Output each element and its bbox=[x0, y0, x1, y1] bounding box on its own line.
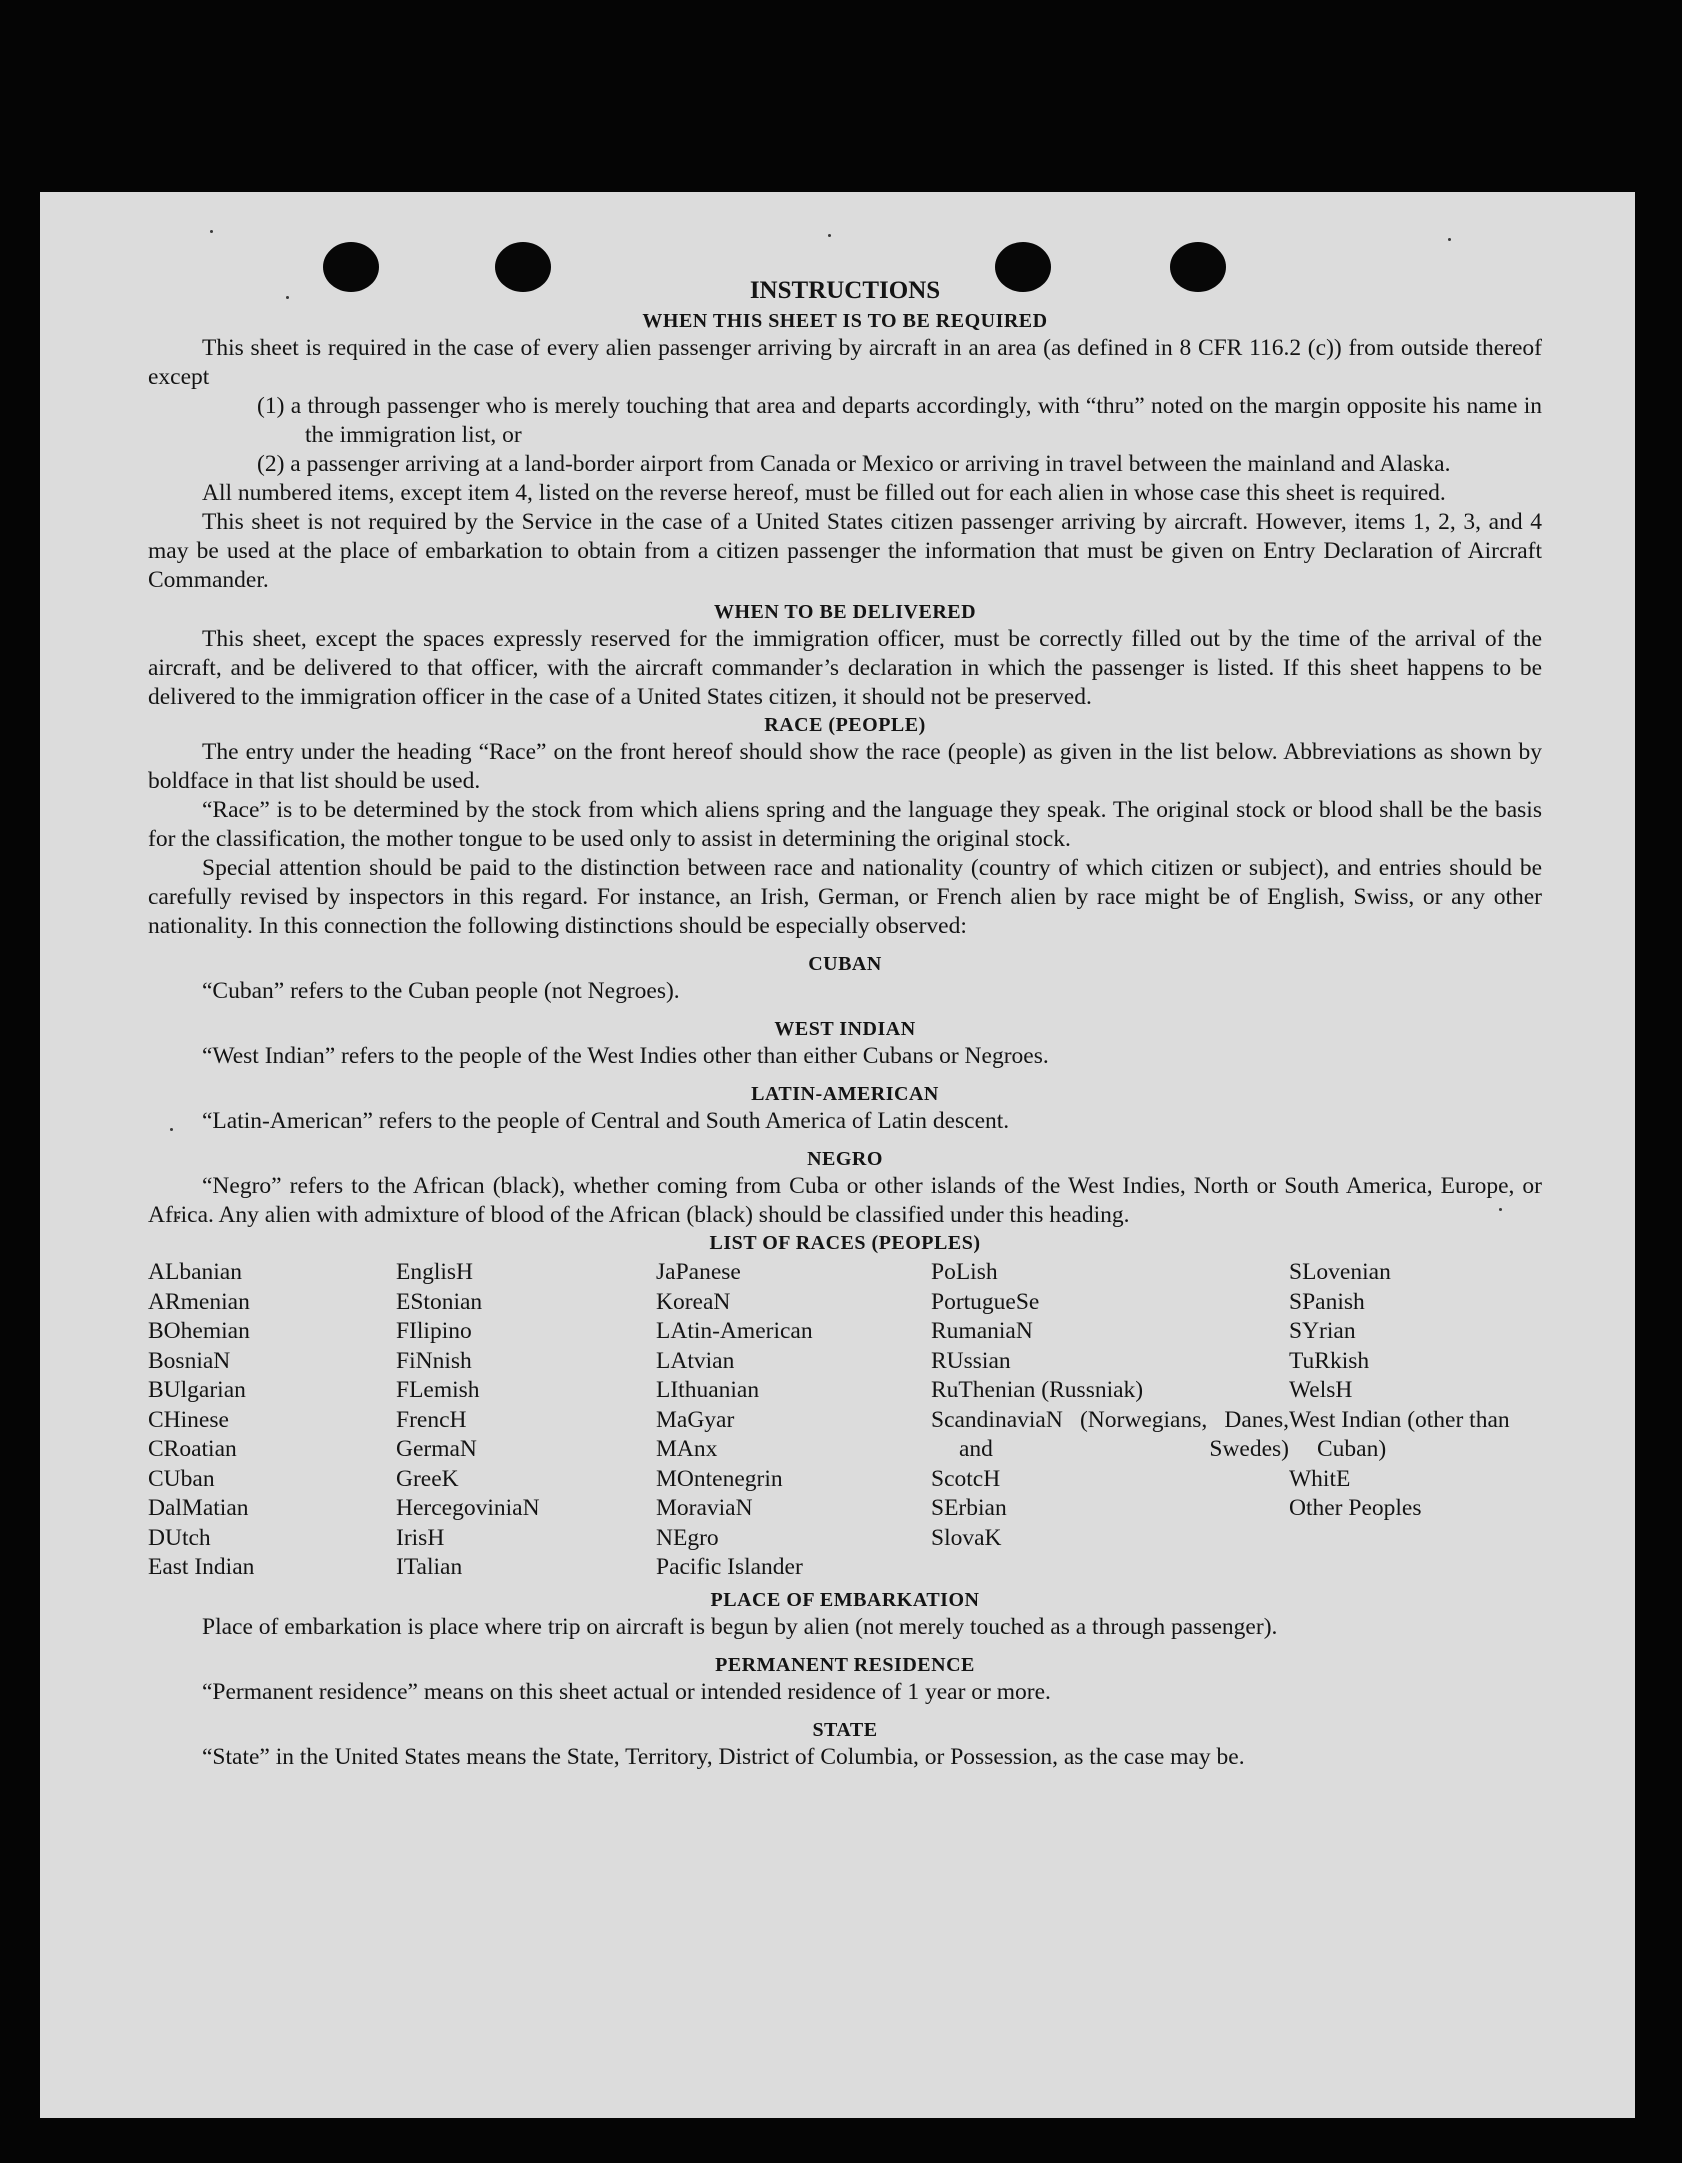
state-definition: “State” in the United States means the State, Territory, District of Columbia, or Possession, as the case may be. bbox=[202, 1743, 1245, 1770]
section-heading-when-delivered: WHEN TO BE DELIVERED bbox=[713, 601, 977, 623]
race-list-item: ScandinaviaN (Norwegians, Danes, and Swedes) bbox=[931, 1406, 1289, 1462]
race-list-item: RumaniaN bbox=[931, 1318, 1033, 1344]
cuban-definition: “Cuban” refers to the Cuban people (not Negroes). bbox=[202, 978, 680, 1004]
section-heading-state: STATE bbox=[812, 1718, 878, 1741]
race-list-item: SlovaK bbox=[931, 1524, 1002, 1551]
race-list-item: SPanish bbox=[1289, 1288, 1365, 1315]
speck bbox=[210, 230, 213, 233]
permanent-residence-definition: “Permanent residence” means on this sheet actual or intended residence of 1 year or more. bbox=[202, 1678, 1051, 1705]
race-list-item: TuRkish bbox=[1289, 1347, 1370, 1374]
instructions-content bbox=[148, 276, 1542, 1772]
race-list-item: ARmenian bbox=[148, 1288, 250, 1315]
race-list-item: East Indian bbox=[148, 1554, 255, 1580]
race-list-item: DUtch bbox=[148, 1524, 211, 1551]
race-list-item: NEgro bbox=[656, 1524, 719, 1551]
race-list-item: GermaN bbox=[396, 1436, 477, 1462]
race-list-item: FLemish bbox=[396, 1377, 480, 1403]
race-list-item: WhitE bbox=[1289, 1465, 1351, 1492]
race-list-item: BUlgarian bbox=[148, 1377, 246, 1403]
when-required-intro: This sheet is required in the case of every alien passenger arriving by aircraft in an area (as defined in 8 CFR 116.2 (c)) from outside thereof except bbox=[148, 335, 1542, 390]
section-heading-race-list: LIST OF RACES (PEOPLES) bbox=[709, 1232, 981, 1254]
section-heading-embarkation: PLACE OF EMBARKATION bbox=[710, 1588, 980, 1611]
race-paragraph-2: “Race” is to be determined by the stock from which aliens spring and the language they speak. The original stock or blood shall be the basis for the classification, the mother tongue to be used only to assist in determining the original stock. bbox=[148, 797, 1542, 852]
race-list-item: IrisH bbox=[396, 1524, 445, 1551]
race-list-item: FiNnish bbox=[396, 1347, 472, 1374]
section-heading-when-required: WHEN THIS SHEET IS TO BE REQUIRED bbox=[642, 310, 1048, 332]
race-list bbox=[148, 1258, 1542, 1583]
race-list-item: LAtvian bbox=[656, 1347, 735, 1374]
race-list-item: RUssian bbox=[931, 1347, 1011, 1374]
race-list-item: FrencH bbox=[396, 1406, 467, 1433]
race-list-item: DalMatian bbox=[148, 1495, 249, 1521]
race-list-item: KoreaN bbox=[656, 1288, 731, 1315]
race-list-item: Pacific Islander bbox=[656, 1554, 803, 1580]
race-list-item: ITalian bbox=[396, 1554, 463, 1580]
race-paragraph-3: Special attention should be paid to the distinction between race and nationality (country of which citizen or subject), and entries should be carefully revised by inspectors in this regard. For instance, an Irish, German, or French alien by race might be of English, Swiss, or any other nationality. In this connection the following distinctions should be especially observed: bbox=[148, 855, 1542, 939]
race-list-item: FIlipino bbox=[396, 1318, 472, 1344]
numbered-items-paragraph: All numbered items, except item 4, listed on the reverse hereof, must be filled out for each alien in whose case this sheet is required. bbox=[202, 480, 1446, 506]
section-heading-negro: NEGRO bbox=[807, 1148, 883, 1170]
race-list-item: SLovenian bbox=[1289, 1259, 1391, 1285]
race-list-item: BosniaN bbox=[148, 1347, 231, 1374]
race-list-item: MAnx bbox=[656, 1436, 718, 1462]
section-heading-latin-american: LATIN-AMERICAN bbox=[751, 1083, 939, 1105]
race-list-item: HercegoviniaN bbox=[396, 1495, 540, 1521]
race-list-item: PoLish bbox=[931, 1259, 998, 1285]
race-column-5 bbox=[1289, 1258, 1542, 1583]
race-list-item: SYrian bbox=[1289, 1318, 1356, 1344]
race-list-item: JaPanese bbox=[656, 1259, 741, 1285]
race-column-1 bbox=[148, 1258, 396, 1583]
race-list-item: PortugueSe bbox=[931, 1288, 1040, 1315]
negro-definition: “Negro” refers to the African (black), whether coming from Cuba or other islands of the West Indies, North or South America, Europe, or Africa. Any alien with admixture of blood of the African (black) should be classified under this heading. bbox=[148, 1173, 1542, 1228]
section-heading-west-indian: WEST INDIAN bbox=[774, 1018, 916, 1040]
race-column-2 bbox=[396, 1258, 656, 1583]
speck bbox=[1448, 238, 1451, 241]
race-list-item: LIthuanian bbox=[656, 1377, 760, 1403]
race-list-item: CHinese bbox=[148, 1406, 229, 1433]
race-list-item: MoraviaN bbox=[656, 1495, 753, 1521]
race-list-item: WelsH bbox=[1289, 1377, 1353, 1403]
race-list-item: BOhemian bbox=[148, 1318, 250, 1344]
instruction-sheet bbox=[40, 192, 1635, 2118]
citizen-paragraph: This sheet is not required by the Service in the case of a United States citizen passenger arriving by aircraft. However, items 1, 2, 3, and 4 may be used at the place of embarkation to obtain from a citizen passenger the information that must be given on Entry Declaration of Aircraft Commander. bbox=[148, 509, 1542, 593]
race-list-item: West Indian (other than Cuban) bbox=[1289, 1406, 1510, 1462]
race-list-item: CRoatian bbox=[148, 1436, 237, 1462]
section-heading-cuban: CUBAN bbox=[808, 953, 882, 975]
race-list-item: ScotcH bbox=[931, 1465, 1001, 1492]
race-list-item: GreeK bbox=[396, 1465, 459, 1492]
embarkation-definition: Place of embarkation is place where trip on aircraft is begun by alien (not merely touched as a through passenger). bbox=[202, 1613, 1278, 1640]
race-column-3 bbox=[656, 1258, 931, 1583]
latin-american-definition: “Latin-American” refers to the people of Central and South America of Latin descent. bbox=[202, 1108, 1010, 1134]
section-heading-permanent-residence: PERMANENT RESIDENCE bbox=[715, 1653, 975, 1676]
race-list-item: EStonian bbox=[396, 1288, 483, 1315]
speck bbox=[828, 234, 831, 237]
exception-item-1: (1) a through passenger who is merely touching that area and departs accordingly, with “thru” noted on the margin opposite his name in the immigration list, or bbox=[257, 393, 1542, 448]
race-list-item: MaGyar bbox=[656, 1406, 735, 1433]
west-indian-definition: “West Indian” refers to the people of the West Indies other than either Cubans or Negroes. bbox=[202, 1043, 1049, 1069]
race-list-item: LAtin-American bbox=[656, 1318, 813, 1344]
race-list-item: MOntenegrin bbox=[656, 1465, 783, 1492]
race-list-item: CUban bbox=[148, 1465, 215, 1492]
race-list-item: SErbian bbox=[931, 1495, 1007, 1521]
exception-item-2: (2) a passenger arriving at a land-border airport from Canada or Mexico or arriving in travel between the mainland and Alaska. bbox=[257, 451, 1451, 477]
race-column-4 bbox=[931, 1258, 1289, 1583]
race-paragraph-1: The entry under the heading “Race” on the front hereof should show the race (people) as given in the list below. Abbreviations as shown by boldface in that list should be used. bbox=[148, 739, 1542, 794]
when-delivered-paragraph: This sheet, except the spaces expressly reserved for the immigration officer, must be correctly filled out by the time of the arrival of the aircraft, and be delivered to that officer, with the aircraft commander’s declaration in which the passenger is listed. If this sheet happens to be delivered to the immigration officer in the case of a United States citizen, it should not be preserved. bbox=[148, 626, 1542, 710]
race-list-item: ALbanian bbox=[148, 1259, 242, 1285]
race-list-item: Other Peoples bbox=[1289, 1495, 1422, 1521]
section-heading-race: RACE (PEOPLE) bbox=[764, 714, 926, 736]
race-list-item: EnglisH bbox=[396, 1259, 474, 1285]
race-list-item: RuThenian (Russniak) bbox=[931, 1377, 1144, 1403]
page-title: INSTRUCTIONS bbox=[749, 277, 941, 304]
